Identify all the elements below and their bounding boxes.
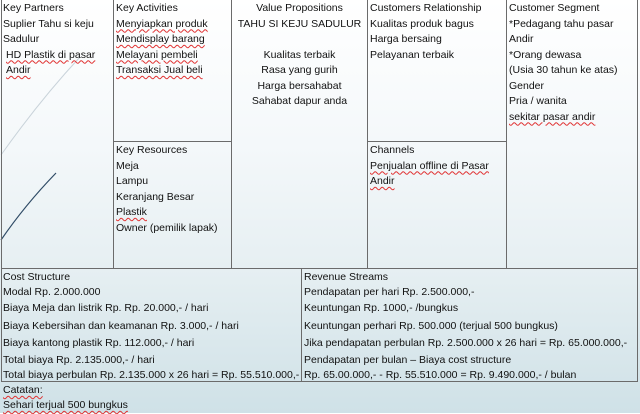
list-item: sekitar pasar andir	[509, 110, 596, 123]
list-item: Pendapatan per bulan – Biaya cost structure	[304, 353, 512, 366]
list-item: *Orang dewasa	[509, 48, 582, 61]
customer-relationship-block	[368, 0, 506, 64]
list-item: Total biaya Rp. 2.135.000,- / hari	[3, 353, 155, 366]
list-item: HD Plastik di pasar	[6, 48, 96, 61]
list-item: (Usia 30 tahun ke atas)	[509, 64, 618, 76]
list-item: Andir	[370, 175, 395, 187]
list-item: Sehari terjual 500 bungkus	[3, 399, 128, 411]
list-item: Pria / wanita	[509, 95, 567, 107]
list-item: Melayani pembeli	[116, 48, 198, 61]
channels-block	[368, 142, 506, 191]
notes-title: Catatan:	[3, 384, 43, 396]
list-item: Gender	[509, 79, 545, 92]
value-propositions-title: Value Propositions	[256, 2, 343, 14]
customer-segment-title: Customer Segment	[509, 2, 600, 14]
list-item: Mendisplay barang	[116, 33, 205, 45]
list-item: Harga bersahabat	[257, 79, 342, 92]
channels-title: Channels	[370, 144, 415, 156]
key-partners-block	[1, 0, 113, 80]
list-item: Keuntungan perhari Rp. 500.000 (terjual 500 bungkus)	[304, 319, 558, 332]
customer-relationship-title: Customers Relationship	[370, 2, 482, 14]
list-item: Kualitas terbaik	[263, 48, 336, 61]
spacer	[234, 32, 365, 48]
value-propositions-block	[232, 0, 367, 111]
list-item: Suplier Tahu si keju	[3, 17, 94, 30]
list-item: Biaya kantong plastik Rp. 112.000,- / hari	[3, 337, 195, 349]
key-partners-title: Key Partners	[3, 2, 64, 14]
list-item: Biaya Kebersihan dan keamanan Rp. 3.000,- / hari	[3, 319, 239, 332]
customer-segment-block	[507, 0, 637, 126]
list-item: Kualitas produk bagus	[370, 17, 474, 30]
border-right	[637, 0, 638, 382]
list-item: Pendapatan per hari Rp. 2.500.000,-	[304, 286, 475, 298]
list-item: Jika pendapatan perbulan Rp. 2.500.000 x 26 hari = Rp. 65.000.000,-	[304, 337, 628, 349]
list-item: Biaya Meja dan listrik Rp. Rp. 20.000,- / hari	[3, 302, 209, 314]
list-item: Menyiapkan produk	[116, 17, 208, 30]
list-item: Andir	[6, 64, 31, 76]
list-item: Keranjang Besar	[116, 190, 195, 203]
list-item: Penjualan offline di Pasar	[370, 159, 489, 172]
cost-structure-title: Cost Structure	[3, 271, 71, 283]
notes-block	[1, 382, 301, 414]
list-item: *Pedagang tahu pasar	[509, 17, 614, 30]
revenue-streams-block	[302, 269, 637, 385]
cost-structure-block	[1, 269, 301, 385]
key-resources-block	[114, 142, 231, 237]
list-item: Plastik	[116, 206, 147, 218]
list-item: Owner (pemilik lapak)	[116, 221, 218, 234]
key-resources-title: Key Resources	[116, 144, 188, 156]
list-item: Sadulur	[3, 33, 40, 45]
key-activities-title: Key Activities	[116, 2, 178, 14]
revenue-streams-title: Revenue Streams	[304, 271, 389, 283]
list-item: Pelayanan terbaik	[370, 48, 455, 61]
list-item: Rp. 65.00.000,- - Rp. 55.510.000 = Rp. 9.490.000,- / bulan	[304, 368, 577, 381]
list-item: Lampu	[116, 175, 149, 187]
list-item: Total biaya perbulan Rp. 2.135.000 x 26 hari = Rp. 55.510.000,-	[3, 368, 300, 381]
list-item: Rasa yang gurih	[261, 64, 338, 76]
key-activities-block	[114, 0, 231, 80]
list-item: Harga bersaing	[370, 33, 442, 45]
brand-name: TAHU SI KEJU SADULUR	[237, 17, 362, 30]
list-item: Sahabat dapur anda	[251, 95, 348, 107]
list-item: Meja	[116, 159, 139, 172]
list-item: Modal Rp. 2.000.000	[3, 286, 101, 298]
list-item: Keuntungan Rp. 1000,- /bungkus	[304, 302, 459, 314]
list-item: Andir	[509, 33, 534, 45]
list-item: Transaksi Jual beli	[116, 64, 203, 76]
